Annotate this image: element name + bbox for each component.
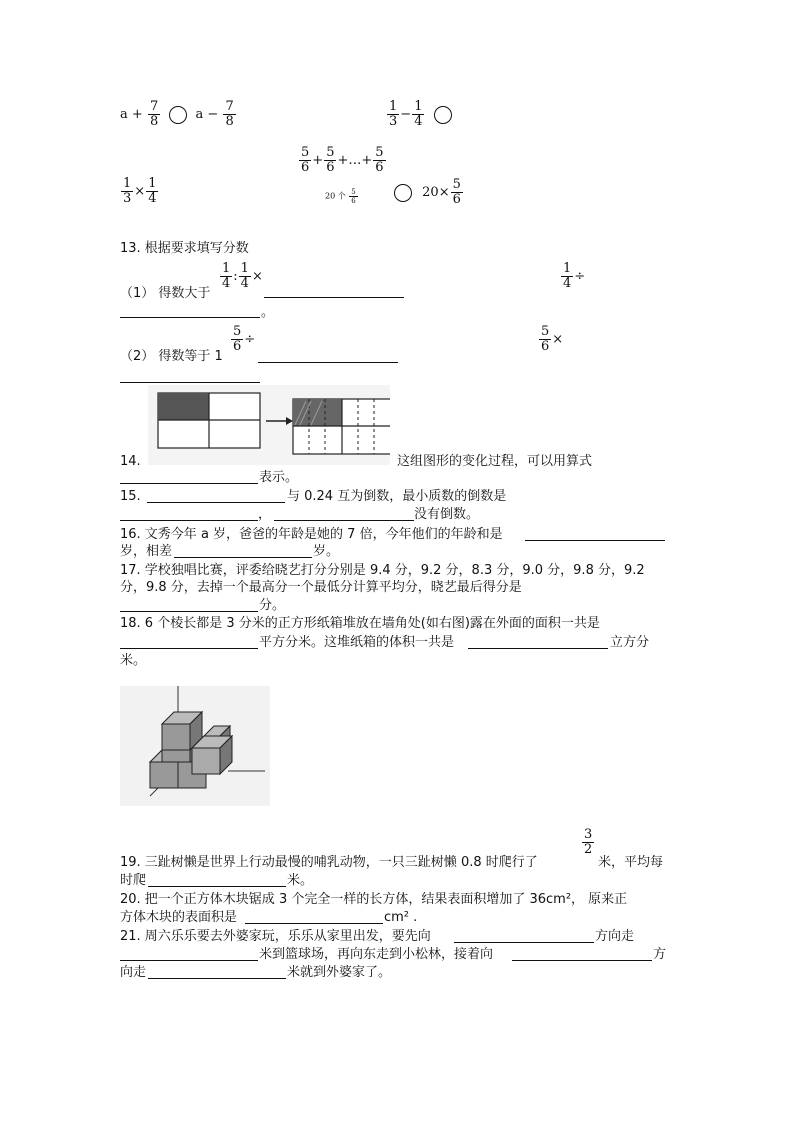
q14-blank[interactable] <box>120 483 258 484</box>
q15-blank-3[interactable] <box>274 520 414 521</box>
expr-a-plus-7-8: a + $\frac{7}{8}$ a − $\frac{7}{8}$ <box>120 99 234 129</box>
q21-line3: 向走 <box>120 965 147 980</box>
compare-circle[interactable] <box>434 106 452 124</box>
q21-blank-3[interactable] <box>512 960 652 961</box>
expr-sum-5-6: $\frac{5}{6}$ + $\frac{5}{6}$ +…+ $\frac{5}{6}$ <box>301 145 384 175</box>
q13-p1-label: （1） 得数大于 <box>120 286 211 301</box>
cubes-figure <box>120 686 270 806</box>
q20-line2: 方体木块的表面积是 <box>120 910 238 925</box>
q18-end: 米。 <box>120 653 147 668</box>
q15-blank-1[interactable] <box>147 502 285 503</box>
q21-dir2: 方 <box>653 947 667 962</box>
q19-line1: 19. 三趾树懒是世界上行动最慢的哺乳动物，一只三趾树懒 0.8 时爬行了 <box>120 855 538 870</box>
q16-end: 岁。 <box>313 544 340 559</box>
q13-expr2: $\frac{5}{6}$ ÷ <box>233 324 256 354</box>
q21-line2-mid: 米到篮球场，再向东走到小松林，接着向 <box>259 947 494 962</box>
q21-dir1: 方向走 <box>595 929 635 944</box>
q13-expr1: $\frac{1}{4}$ : $\frac{1}{4}$ × <box>222 261 263 291</box>
q17-line1: 17. 学校独唱比赛，评委给晓艺打分分别是 9.4 分，9.2 分，8.3 分，9.0 分，9.8 分，9.2 <box>120 563 645 578</box>
q18-blank-1[interactable] <box>120 648 258 649</box>
q13-expr1-right: $\frac{1}{4}$ ÷ <box>563 261 586 291</box>
q13-heading: 13. 根据要求填写分数 <box>120 241 249 256</box>
q13-period: 。 <box>261 305 275 320</box>
q16-blank-2[interactable] <box>174 557 312 558</box>
q17-end: 分。 <box>259 598 286 613</box>
q13-blank-3[interactable] <box>258 362 398 363</box>
q20-blank[interactable] <box>245 923 383 924</box>
q13-blank-4[interactable] <box>120 382 260 383</box>
q21-line1: 21. 周六乐乐要去外婆家玩，乐乐从家里出发，要先向 <box>120 929 431 944</box>
q19-fraction: $\frac{3}{2}$ <box>584 827 593 857</box>
q18-mid: 平方分米。这堆纸箱的体积一共是 <box>259 635 455 650</box>
q16-start: 16. 文秀今年 a 岁，爸爸的年龄是她的 7 倍，今年他们的年龄和是 <box>120 527 503 542</box>
q16-blank-1[interactable] <box>525 540 665 541</box>
q18-blank-2[interactable] <box>468 648 608 649</box>
q14-num: 14. <box>120 454 141 469</box>
q20-line1: 20. 把一个正方体木块锯成 3 个完全一样的长方体，结果表面积增加了 36cm²， 原来正 <box>120 892 628 907</box>
q21-blank-1[interactable] <box>454 942 594 943</box>
q18-line1: 18. 6 个棱长都是 3 分米的正方形纸箱堆放在墙角处(如右图)露在外面的面积一共是 <box>120 616 600 631</box>
expr-1-3-minus-1-4: $\frac{1}{3}$ − $\frac{1}{4}$ <box>386 100 456 129</box>
q21-blank-2[interactable] <box>120 960 258 961</box>
expr-1-3-times-1-4: $\frac{1}{3}$ × $\frac{1}{4}$ <box>123 176 157 206</box>
q13-p2-label: （2） 得数等于 1 <box>120 349 223 364</box>
expr-20-times-5-6: 20× $\frac{5}{6}$ <box>390 178 464 207</box>
compare-circle[interactable] <box>169 106 187 124</box>
q21-blank-4[interactable] <box>148 978 286 979</box>
q15-comma: ， <box>258 507 272 522</box>
q19-line2: 时爬 <box>120 873 147 888</box>
q17-blank[interactable] <box>120 611 258 612</box>
q15-end: 没有倒数。 <box>414 507 480 522</box>
q20-end: cm² . <box>384 910 418 925</box>
q17-line2: 分，9.8 分，去掉一个最高分一个最低分计算平均分，晓艺最后得分是 <box>120 580 522 595</box>
q14-figure <box>148 385 390 465</box>
q14-text: 这组图形的变化过程，可以用算式 <box>397 454 593 469</box>
q19-end: 米。 <box>287 873 314 888</box>
q15-mid: 与 0.24 互为倒数，最小质数的倒数是 <box>287 489 507 504</box>
q16-mid: 岁，相差 <box>120 544 173 559</box>
q14-end: 表示。 <box>259 470 299 485</box>
q19-after: 米，平均每 <box>598 855 664 870</box>
q13-expr2-right: $\frac{5}{6}$ × <box>541 324 564 354</box>
q21-end: 米就到外婆家了。 <box>287 965 392 980</box>
q15-blank-2[interactable] <box>120 520 258 521</box>
underbrace-label: 20 个 $\frac{5}{6}$ <box>325 188 356 205</box>
q19-blank[interactable] <box>148 886 286 887</box>
q15-start: 15. <box>120 489 141 504</box>
q13-blank-2[interactable] <box>120 317 260 318</box>
compare-circle[interactable] <box>394 184 412 202</box>
q13-blank-1[interactable] <box>264 297 404 298</box>
q18-unit: 立方分 <box>610 635 650 650</box>
